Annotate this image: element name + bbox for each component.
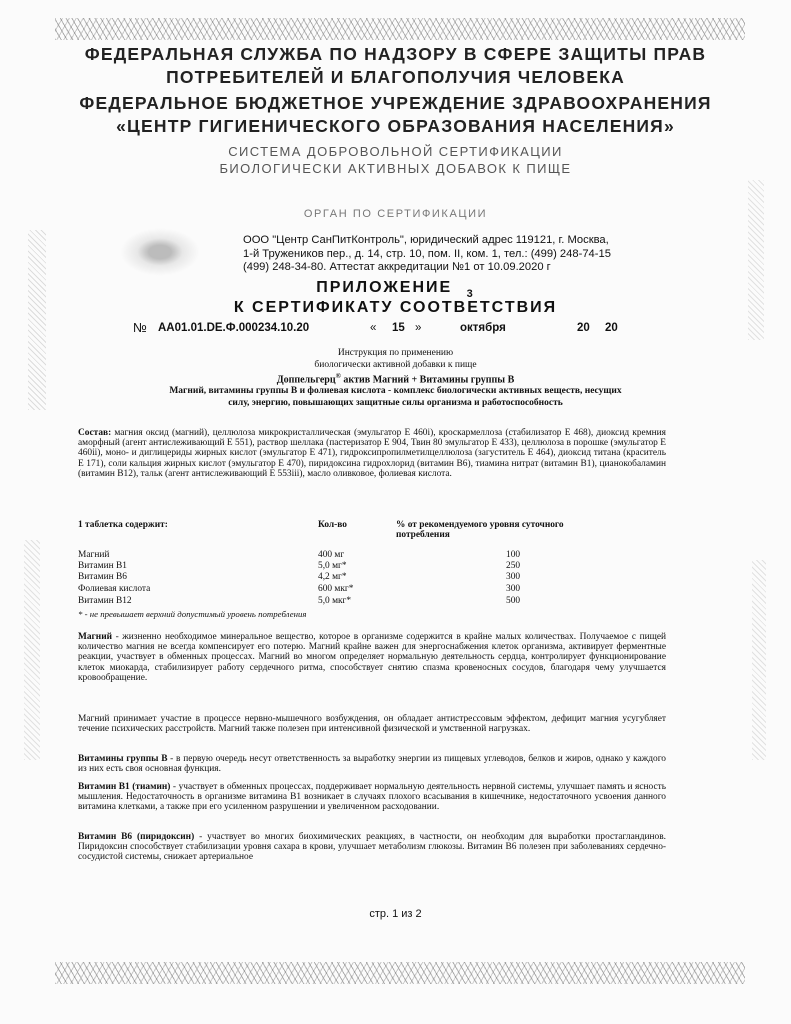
vitamin-b1-text: - участвует в обменных процессах, поддерживает нормальную деятельность нервной системы, улучшает память и ясность мышления. Недостаточность в организме витамина В1 возникает в случаях плохого всасывания в кишечнике, недостаточного усвоения данного витамина клетками, а также при его усиленном разрушении и увеличенном расходовании. [78, 782, 666, 813]
vitamin-b-text: - в первую очередь несут ответственность за выработку энергии из пищевых углеводов, белков и жиров, однако у каждого из них есть своя основная функция. [78, 754, 666, 775]
cert-open-quote: « [370, 322, 377, 334]
vitamin-b-label: Витамины группы В [78, 754, 168, 764]
bottom-decorative-band [55, 962, 745, 984]
vitamin-b6-paragraph [78, 832, 666, 863]
organization-block [243, 234, 663, 275]
magnesium-paragraph [78, 632, 666, 683]
org-line-1: ООО "Центр СанПитКонтроль", юридический адрес 119121, г. Москва, [243, 234, 609, 246]
cert-day: 15 [392, 322, 405, 334]
row-amount: 600 мкг* [318, 584, 354, 594]
cert-close-quote: » [415, 322, 422, 334]
row-amount: 5,0 мг* [318, 561, 347, 571]
row-name: Магний [78, 550, 110, 560]
appendix-title [0, 279, 791, 300]
cert-number: АА01.01.DE.Ф.000234.10.20 [158, 322, 310, 334]
system-line-2: БИОЛОГИЧЕСКИ АКТИВНЫХ ДОБАВОК К ПИЩЕ [219, 161, 572, 176]
vitamin-b6-text: - участвует во многих биохимических реакциях, в частности, он необходим для выработки простагландинов. Пиридоксин способствует стабилизации уровня сахара в крови, улучшает метаболизм глюкозы. Витамин В6 полезен при заболеваниях сердечно-сосудистой системы, снижает артериальное [78, 832, 667, 863]
row-percent: 300 [506, 584, 521, 594]
row-amount: 4,2 мг* [318, 572, 347, 582]
product-description-1: Магний, витамины группы В и фолиевая кислота - комплекс биологически активных веществ, несущих [169, 386, 622, 396]
cert-year-prefix: 20 [577, 322, 590, 334]
instruction-title-1: Инструкция по применению [337, 348, 454, 358]
row-name: Фолиевая кислота [78, 584, 151, 594]
vitamin-b-paragraph [78, 754, 666, 774]
magnesium-text: - жизненно необходимое минеральное вещество, которое в организме содержится в крайне малых количествах. Получаемое с пищей количество магния не всегда компенсирует его потерю. Магний крайне важен для энергоснабжения клеток организма, активирует ферментные реакции, участвует в обменных процессах. Магний во многом определяет нормальную деятельность сердца, контролирует функционирование клеток миокарда, стабилизирует работу сердечного ритма, способствует снятию спазма кровеносных сосудов, благодаря чему улучшается кровообращение. [78, 632, 666, 683]
vitamin-b6-label: Витамин В6 (пиридоксин) [78, 832, 195, 842]
product-name [0, 372, 791, 385]
agency-line-1: ФЕДЕРАЛЬНАЯ СЛУЖБА ПО НАДЗОРУ В СФЕРЕ ЗАЩИТЫ ПРАВ [84, 44, 707, 64]
vitamin-b1-label: Витамин В1 (тиамин) [78, 782, 171, 792]
instruction-title-2: биологически активной добавки к пище [314, 360, 477, 370]
product-brand: Доппельгерц [276, 374, 336, 386]
product-descriptor: актив Магний + Витамины группы В [340, 374, 515, 386]
agency-line-2: ПОТРЕБИТЕЛЕЙ И БЛАГОПОЛУЧИЯ ЧЕЛОВЕКА [166, 67, 625, 87]
magnesium-paragraph-2 [78, 714, 666, 734]
row-amount: 400 мг [318, 550, 345, 560]
institution-line-1: ФЕДЕРАЛЬНОЕ БЮДЖЕТНОЕ УЧРЕЖДЕНИЕ ЗДРАВООХРАНЕНИЯ [79, 93, 712, 113]
appendix-subtitle: К СЕРТИФИКАТУ СООТВЕТСТВИЯ [233, 299, 558, 316]
table-header-col3-line2: потребления [396, 530, 450, 540]
vitamin-b1-paragraph [78, 782, 666, 813]
page-number: стр. 1 из 2 [369, 908, 422, 920]
left-margin-guilloche-2 [24, 540, 40, 760]
magnesium-text-2: Магний принимает участие в процессе нервно-мышечного возбуждения, он обладает антистрессовым эффектом, дефицит магния усугубляет течение психических расстройств. Магний также полезен при интенсивной физической и умственной нагрузках. [78, 714, 666, 735]
magnesium-label: Магний [78, 632, 112, 642]
composition-paragraph [78, 428, 666, 479]
table-footnote: * - не превышает верхний допустимый уровень потребления [78, 609, 307, 619]
nutrient-table [78, 520, 678, 630]
registered-mark: ® [335, 372, 341, 380]
row-percent: 250 [506, 561, 521, 571]
composition-label: Состав: [78, 428, 112, 438]
org-line-3: (499) 248-34-80. Аттестат аккредитации №1 от 10.09.2020 г [243, 261, 551, 274]
org-line-2: 1-й Тружеников пер., д. 14, стр. 10, пом. II, ком. 1, тел.: (499) 248-74-15 [243, 247, 611, 260]
row-percent: 500 [506, 596, 521, 606]
row-percent: 100 [506, 550, 521, 560]
top-decorative-band [55, 18, 745, 40]
row-name: Витамин В1 [78, 561, 127, 571]
appendix-title-text: ПРИЛОЖЕНИЕ [316, 279, 453, 296]
cert-number-label: № [133, 320, 147, 335]
right-margin-guilloche-2 [752, 560, 766, 760]
table-header-col3: % от рекомендуемого уровня суточного [396, 520, 564, 530]
row-amount: 5,0 мкг* [318, 596, 352, 606]
row-name: Витамин В6 [78, 572, 127, 582]
table-header-col1: 1 таблетка содержит: [78, 520, 168, 530]
institution-line-2: «ЦЕНТР ГИГИЕНИЧЕСКОГО ОБРАЗОВАНИЯ НАСЕЛЕНИЯ» [116, 116, 675, 136]
emblem-icon [120, 228, 200, 276]
product-description-2: силу, энергию, повышающих защитные силы организма и работоспособность [228, 398, 563, 408]
certification-body-label: ОРГАН ПО СЕРТИФИКАЦИИ [303, 208, 488, 220]
system-line-1: СИСТЕМА ДОБРОВОЛЬНОЙ СЕРТИФИКАЦИИ [228, 144, 563, 159]
cert-month: октября [460, 322, 506, 334]
row-percent: 300 [506, 572, 521, 582]
composition-text: магния оксид (магний), целлюлоза микрокристаллическая (эмульгатор Е 460i), кроскармеллоза (стабилизатор Е 468), диоксид кремния аморфный (агент антислеживающий Е 551), раствор шеллака (пастеризатор Е 904, Твин 80 эмульгатор Е 433), целлюлоза в порошке (эмульгатор Е 460ii), моно- и диглицериды жирных кислот (эмульгатор Е 471), гидроксипропилметилцеллюлоза (загуститель Е 464), диоксид титана (краситель Е 171), соли кальция жирных кислот (эмульгатор Е 470), пиридоксина гидрохлорид (витамин В6), тиамина нитрат (витамин В1), цианокобаламин (витамин В12), тальк (агент антислеживающий Е 553iii), масло оливковое, фолиевая кислота. [78, 428, 666, 479]
table-header-col2: Кол-во [318, 520, 347, 530]
appendix-number: 3 [466, 288, 475, 300]
cert-year-suffix: 20 [605, 322, 618, 334]
row-name: Витамин В12 [78, 596, 132, 606]
